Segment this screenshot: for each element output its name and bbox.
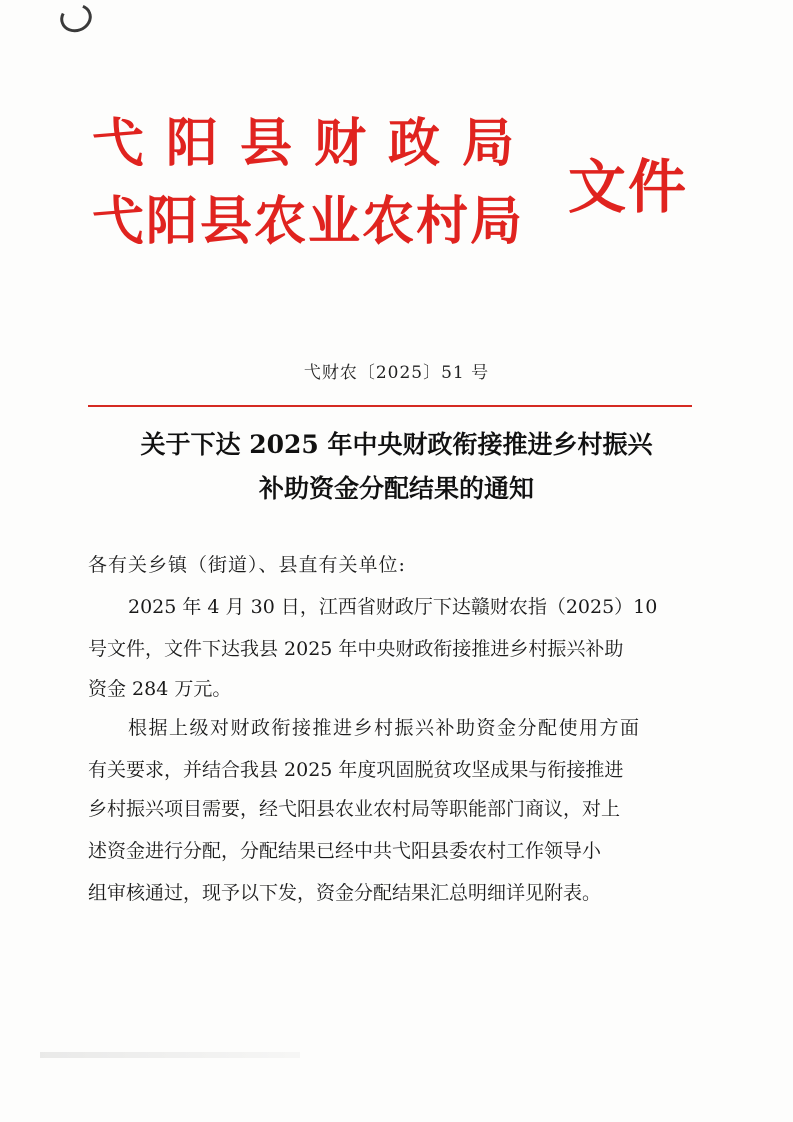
binding-hole-mark [56, 0, 96, 37]
paragraph-2-line: 述资金进行分配，分配结果已经中共弋阳县委农村工作领导小 [88, 840, 602, 862]
paragraph-1-line: 2025 年 4 月 30 日，江西省财政厅下达赣财农指（2025）10 [128, 596, 658, 618]
issuer-agriculture-bureau: 弋阳县农业农村局 [92, 191, 525, 252]
paragraph-2-line: 乡村振兴项目需要，经弋阳县农业农村局等职能部门商议，对上 [88, 798, 621, 820]
paragraph-2-line: 有关要求，并结合我县 2025 年度巩固脱贫攻坚成果与衔接推进 [88, 759, 624, 781]
header-divider [88, 405, 692, 407]
document-number: 弋财农〔2025〕51 号 [303, 363, 490, 383]
paragraph-1-line: 资金 284 万元。 [88, 678, 232, 700]
document-title-line-1: 关于下达 2025 年中央财政衔接推进乡村振兴 [140, 430, 653, 459]
salutation: 各有关乡镇（街道）、县直有关单位: [88, 554, 406, 576]
document-type-label: 文件 [568, 153, 689, 221]
document-title-line-2: 补助资金分配结果的通知 [258, 474, 534, 503]
issuer-finance-bureau: 弋阳县财政局 [92, 113, 537, 174]
paragraph-1-line: 号文件，文件下达我县 2025 年中央财政衔接推进乡村振兴补助 [88, 638, 624, 660]
paragraph-2-line: 组审核通过，现予以下发，资金分配结果汇总明细详见附表。 [88, 882, 602, 904]
scan-artifact [40, 1052, 300, 1058]
paragraph-2-line: 根据上级对财政衔接推进乡村振兴补助资金分配使用方面 [128, 717, 641, 739]
